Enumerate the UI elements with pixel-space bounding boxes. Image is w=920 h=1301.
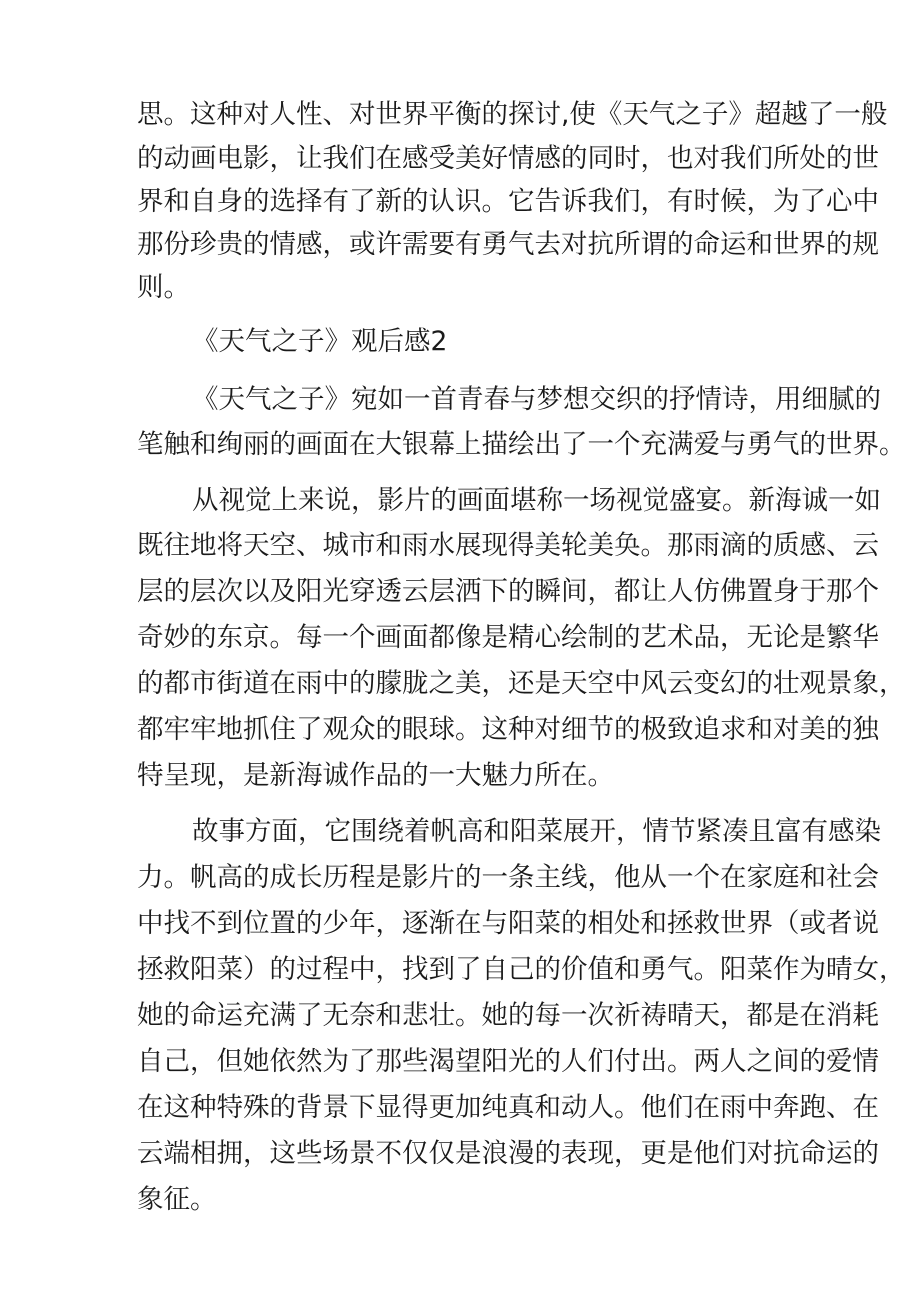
paragraph-line: 她的命运充满了无奈和悲壮。她的每一次祈祷晴天，都是在消耗 [137,1000,879,1031]
paragraph-line: 自己，但她依然为了那些渴望阳光的人们付出。两人之间的爱情 [137,1046,879,1077]
paragraph-line: 从视觉上来说，影片的画面堪称一场视觉盛宴。新海诚一如 [192,485,881,516]
paragraph-line: 《天气之子》宛如一首青春与梦想交织的抒情诗，用细腻的 [192,384,881,415]
paragraph-line: 既往地将天空、城市和雨水展现得美轮美奂。那雨滴的质感、云 [137,530,879,561]
paragraph-line: 的动画电影，让我们在感受美好情感的同时，也对我们所处的世 [137,143,879,174]
section-heading: 《天气之子》观后感2 [192,326,448,357]
paragraph-line: 则。 [137,272,190,303]
paragraph-line: 拯救阳菜）的过程中，找到了自己的价值和勇气。阳菜作为晴女， [137,954,906,985]
paragraph-line: 在这种特殊的背景下显得更加纯真和动人。他们在雨中奔跑、在 [137,1092,879,1123]
paragraph-line: 象征。 [137,1184,217,1215]
paragraph-line: 层的层次以及阳光穿透云层洒下的瞬间，都让人仿佛置身于那个 [137,576,879,607]
paragraph-line: 笔触和绚丽的画面在大银幕上描绘出了一个充满爱与勇气的世界。 [137,429,906,460]
paragraph-line: 界和自身的选择有了新的认识。它告诉我们，有时候，为了心中 [137,186,879,217]
paragraph-line: 都牢牢地抓住了观众的眼球。这种对细节的极致追求和对美的独 [137,714,879,745]
paragraph-line: 的都市街道在雨中的朦胧之美，还是天空中风云变幻的壮观景象， [137,668,906,699]
paragraph-line: 故事方面，它围绕着帆高和阳菜展开，情节紧凑且富有感染 [192,816,881,847]
paragraph-line: 特呈现，是新海诚作品的一大魅力所在。 [137,760,614,791]
paragraph-line: 中找不到位置的少年，逐渐在与阳菜的相处和拯救世界（或者说 [137,908,879,939]
paragraph-line: 思。这种对人性、对世界平衡的探讨,使《天气之子》超越了一般 [137,99,888,130]
paragraph-line: 奇妙的东京。每一个画面都像是精心绘制的艺术品，无论是繁华 [137,622,879,653]
paragraph-line: 那份珍贵的情感，或许需要有勇气去对抗所谓的命运和世界的规 [137,229,879,260]
paragraph-line: 云端相拥，这些场景不仅仅是浪漫的表现，更是他们对抗命运的 [137,1138,879,1169]
paragraph-line: 力。帆高的成长历程是影片的一条主线，他从一个在家庭和社会 [137,862,879,893]
